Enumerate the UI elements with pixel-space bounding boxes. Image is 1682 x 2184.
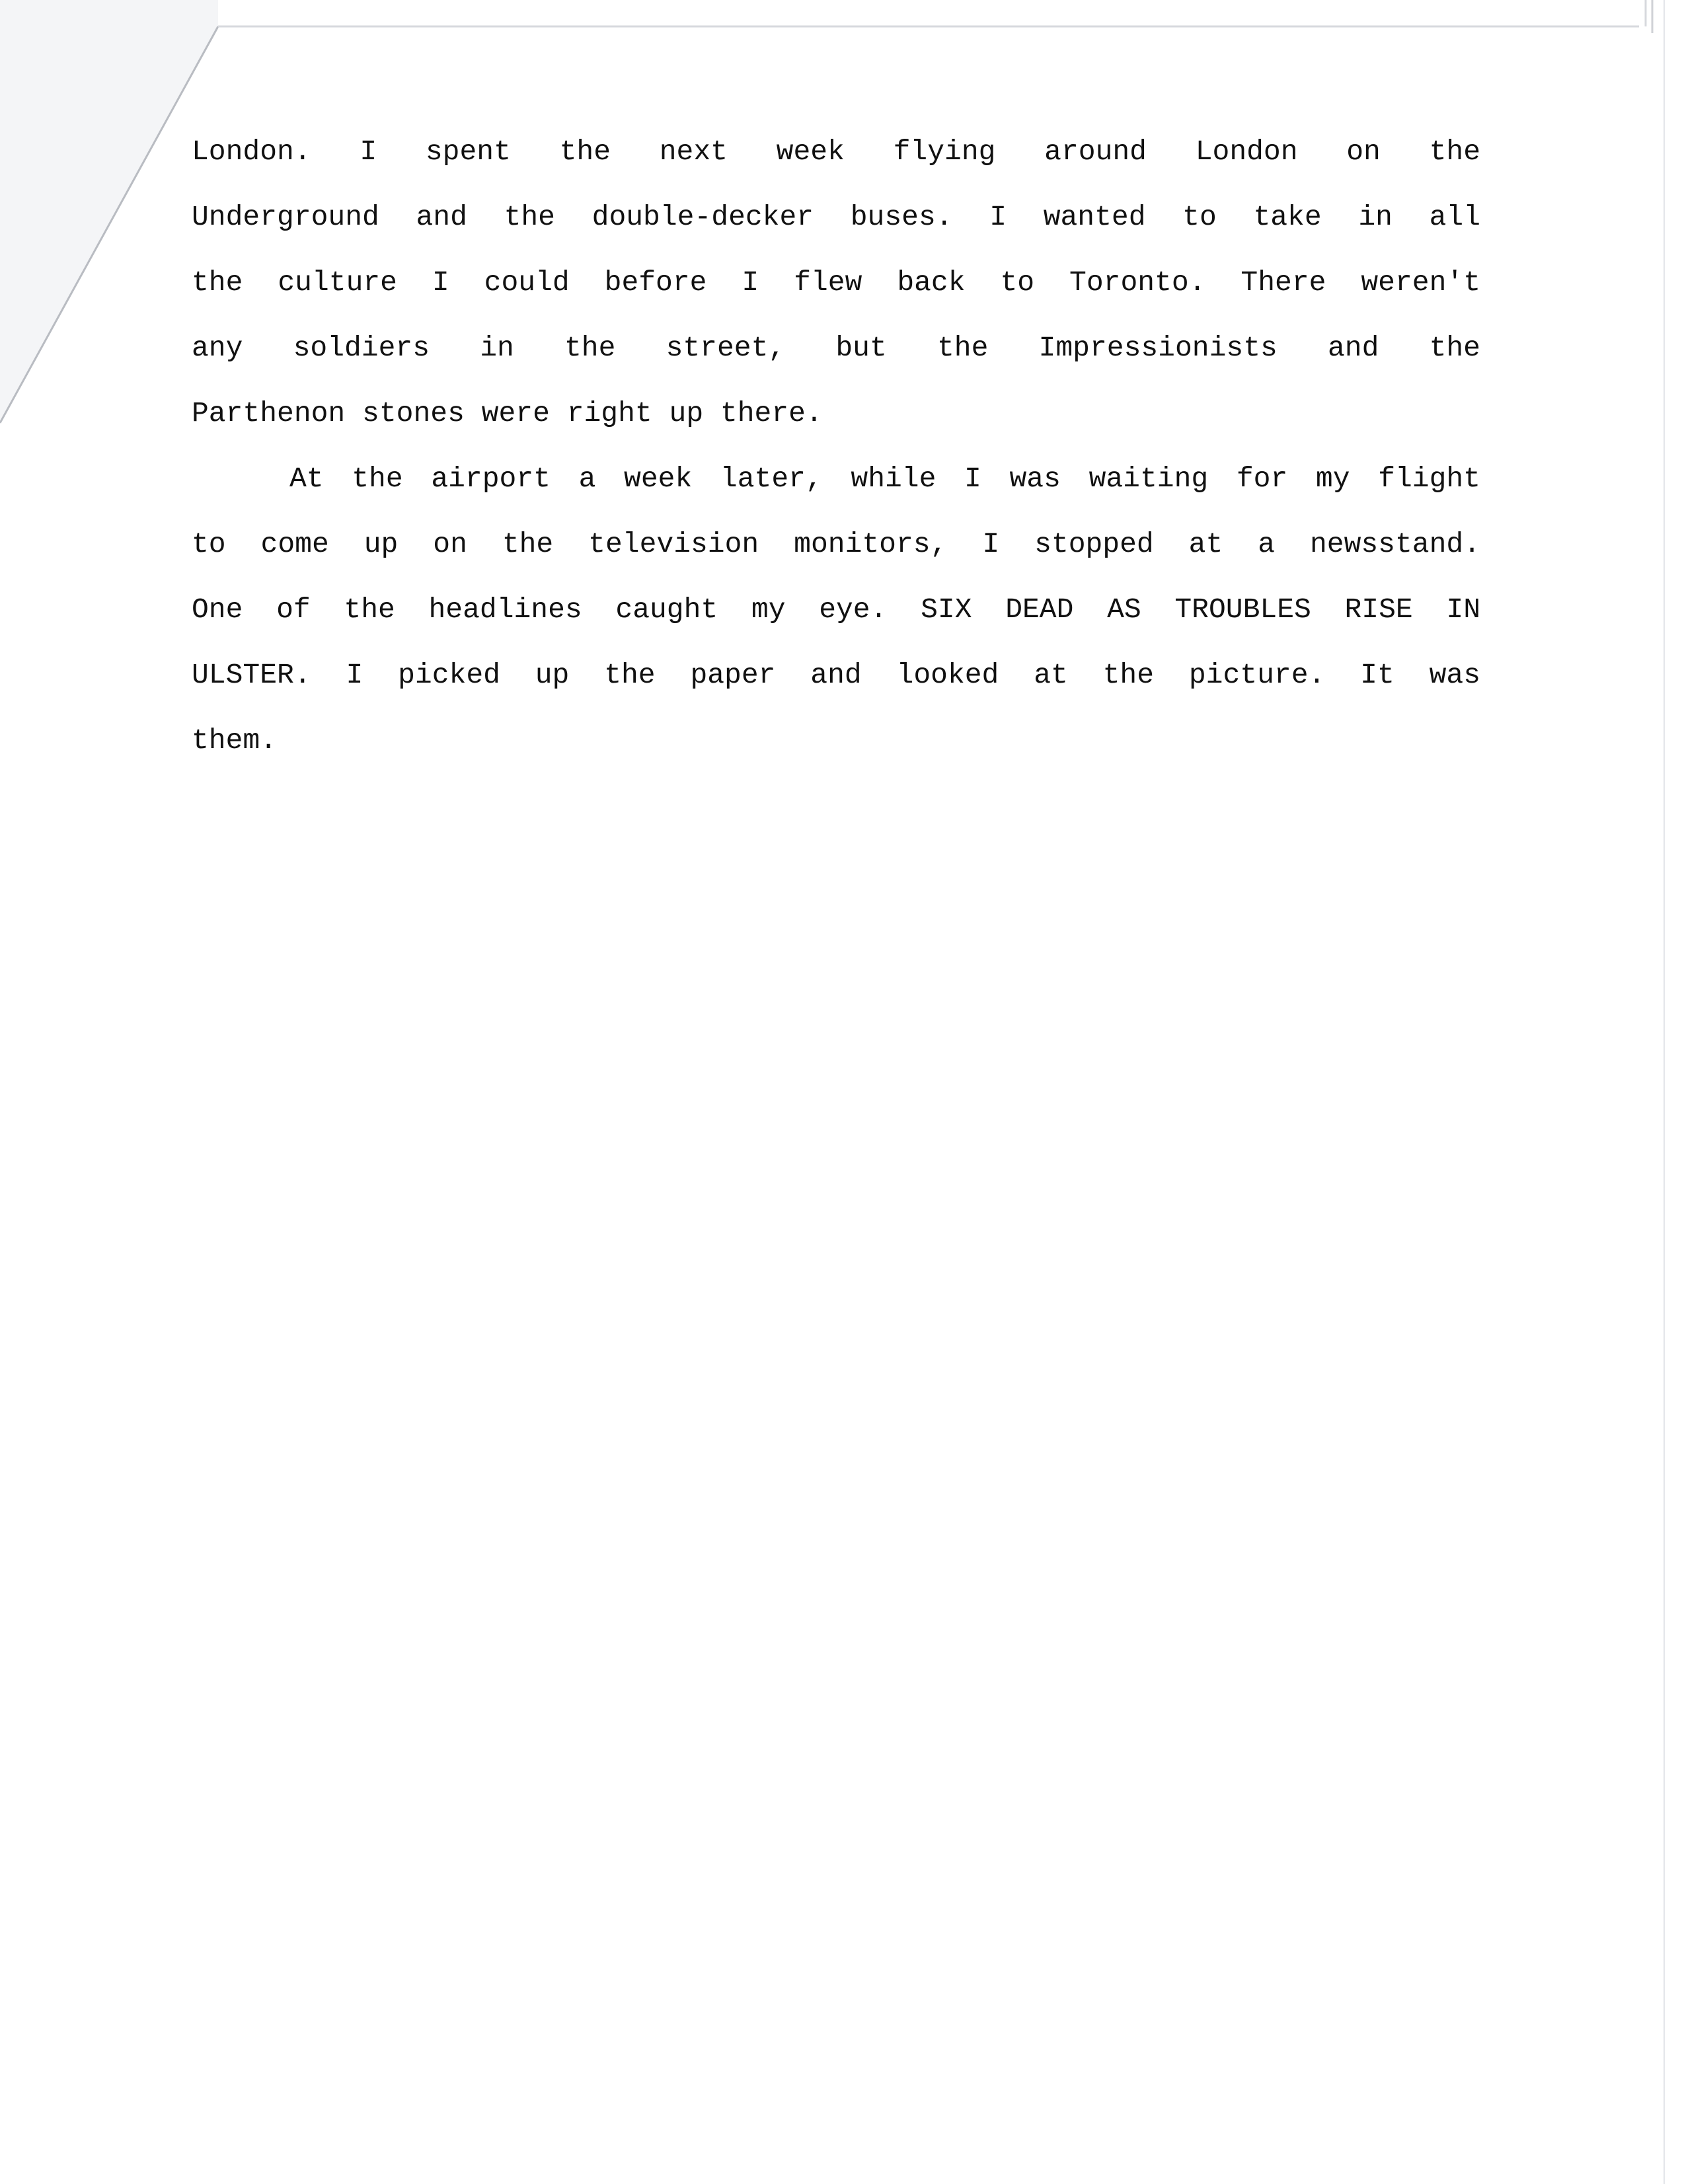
text-line: any soldiers in the street, but the Impressionists and the bbox=[192, 332, 1480, 364]
text-line: One of the headlines caught my eye. SIX DEAD AS TROUBLES RISE IN bbox=[192, 593, 1480, 626]
text-line: ULSTER. I picked up the paper and looked at the picture. It was bbox=[192, 659, 1480, 691]
text-line: to come up on the television monitors, I stopped at a newsstand. bbox=[192, 528, 1480, 560]
text-line: At the airport a week later, while I was waiting for my flight bbox=[289, 463, 1480, 495]
text-line: Underground and the double-decker buses. I wanted to take in all bbox=[192, 201, 1480, 233]
text-line: Parthenon stones were right up there. bbox=[192, 397, 823, 430]
text-line: them. bbox=[192, 724, 278, 757]
typed-manuscript-text bbox=[192, 119, 1480, 773]
text-line: the culture I could before I flew back to Toronto. There weren't bbox=[192, 266, 1480, 299]
text-line: London. I spent the next week flying around London on the bbox=[192, 135, 1480, 168]
